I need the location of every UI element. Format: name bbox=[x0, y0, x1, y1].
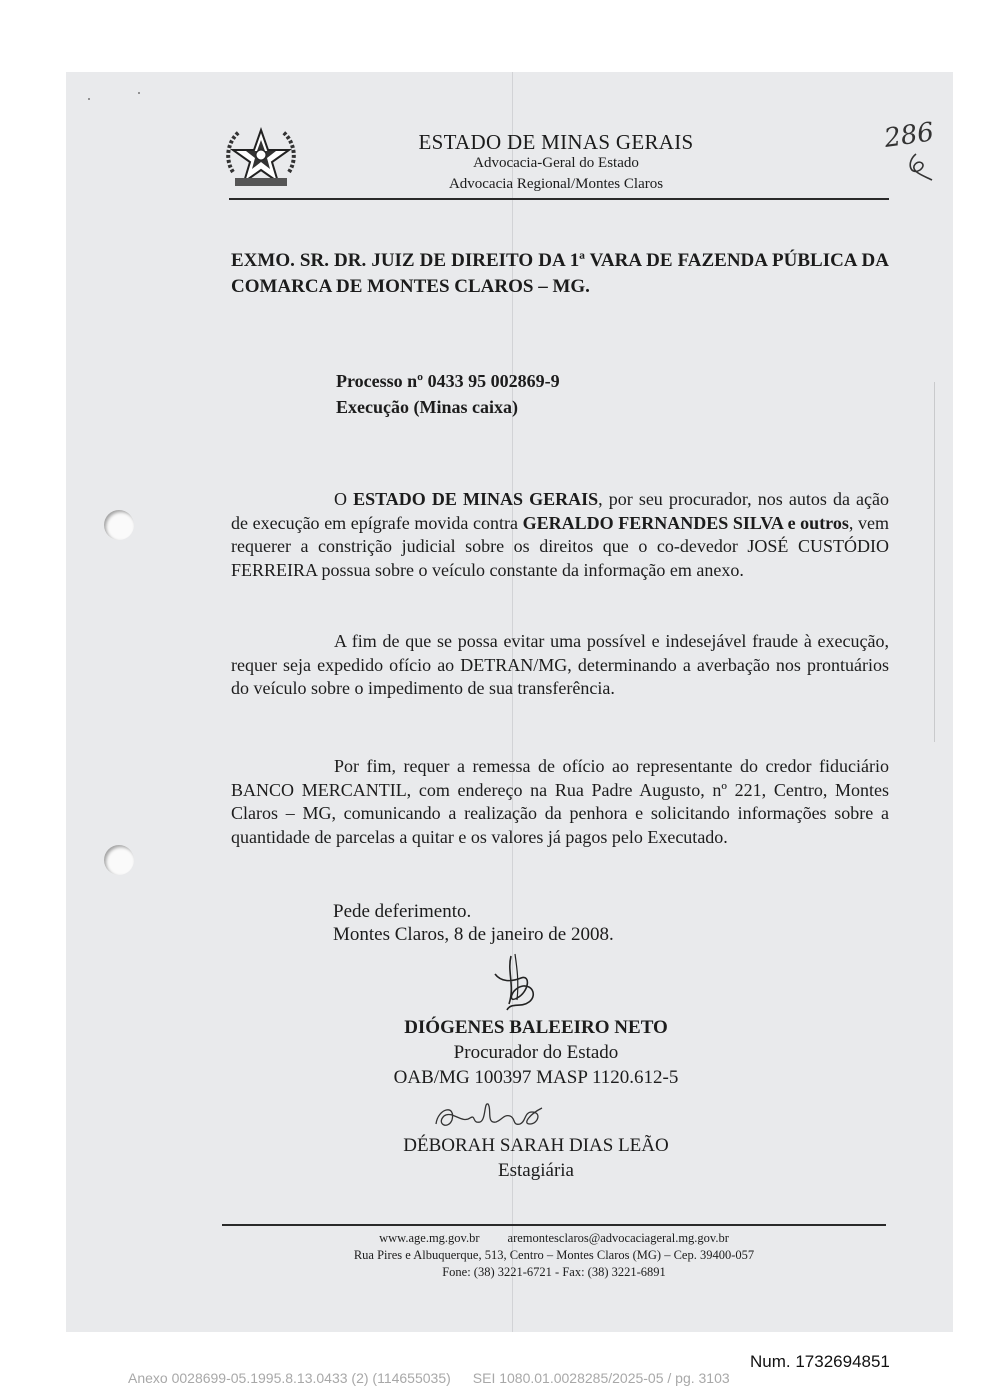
process-number: Processo nº 0433 95 002869-9 bbox=[336, 371, 560, 391]
footer-phones: Fone: (38) 3221-6721 - Fax: (38) 3221-6891 bbox=[442, 1265, 666, 1279]
scan-speck bbox=[138, 92, 140, 94]
faded-edge-stamp bbox=[934, 382, 949, 742]
signer-name: DIÓGENES BALEEIRO NETO bbox=[404, 1017, 668, 1038]
signature-procurador bbox=[471, 952, 561, 1022]
document-number: Num. 1732694851 bbox=[750, 1352, 890, 1371]
process-block bbox=[336, 368, 560, 420]
closing-request: Pede deferimento. bbox=[333, 901, 472, 922]
body-paragraph-1: O ESTADO DE MINAS GERAIS, por seu procurador, nos autos da ação de execução em epígrafe movida contra GERALDO FERNANDES SILVA e outros, vem requerer a constrição judicial sobre os direitos que o co-devedor JOSÉ CUSTÓDIO FERREIRA possua sobre o veículo constante da informação em anexo. bbox=[231, 489, 890, 580]
state-coat-of-arms-logo bbox=[221, 124, 301, 194]
closing-block bbox=[333, 900, 614, 946]
footer-rule bbox=[222, 1224, 886, 1226]
header-title: ESTADO DE MINAS GERAIS bbox=[418, 130, 694, 154]
signature-estagiaria bbox=[426, 1094, 576, 1134]
sei-reference: SEI 1080.01.0028285/2025-05 / pg. 3103 bbox=[472, 1370, 730, 1386]
punch-hole bbox=[104, 510, 134, 540]
process-type: Execução (Minas caixa) bbox=[336, 397, 518, 417]
handwritten-page-number bbox=[876, 114, 956, 194]
footer-website: www.age.mg.gov.br bbox=[379, 1231, 480, 1245]
punch-hole bbox=[104, 845, 134, 875]
footer-address: Rua Pires e Albuquerque, 513, Centro – Montes Claros (MG) – Cep. 39400-057 bbox=[353, 1248, 755, 1262]
footer-contacts bbox=[222, 1230, 886, 1247]
intern-role: Estagiária bbox=[498, 1160, 574, 1181]
party-defendant: GERALDO FERNANDES SILVA e outros bbox=[522, 512, 849, 533]
body-paragraph-3: Por fim, requer a remessa de ofício ao representante do credor fiduciário BANCO MERCANTIL, com endereço na Rua Padre Augusto, nº 221, Centro, Montes Claros – MG, comunicando a realização da penhora e solicitando informações sobre a quantidade de parcelas a quitar e os valores já pagos pelo Executado. bbox=[231, 756, 889, 847]
system-footer bbox=[128, 1370, 730, 1386]
header-subtitle-regional: Advocacia Regional/Montes Claros bbox=[448, 176, 664, 192]
court-address: EXMO. SR. DR. JUIZ DE DIREITO DA 1ª VARA DE FAZENDA PÚBLICA DA COMARCA DE MONTES CLAROS – MG. bbox=[231, 250, 889, 297]
scanned-page bbox=[66, 72, 953, 1332]
annex-reference: Anexo 0028699-05.1995.8.13.0433 (2) (114655035) bbox=[128, 1370, 451, 1386]
svg-text:286: 286 bbox=[882, 117, 936, 154]
body-paragraph-2: A fim de que se possa evitar uma possível e indesejável fraude à execução, requer seja expedido ofício ao DETRAN/MG, determinando a averbação nos prontuários do veículo sobre o impedimento de sua transferência. bbox=[231, 631, 889, 698]
signer-role: Procurador do Estado bbox=[453, 1042, 619, 1063]
closing-place-date: Montes Claros, 8 de janeiro de 2008. bbox=[333, 924, 614, 945]
footer-email: aremontesclaros@advocaciageral.mg.gov.br bbox=[507, 1231, 729, 1245]
header-subtitle: Advocacia-Geral do Estado bbox=[473, 155, 639, 171]
signer-registration: OAB/MG 100397 MASP 1120.612-5 bbox=[393, 1067, 679, 1088]
header-rule bbox=[229, 198, 889, 200]
intern-name: DÉBORAH SARAH DIAS LEÃO bbox=[403, 1135, 669, 1156]
scan-speck bbox=[88, 98, 90, 100]
party-state: ESTADO DE MINAS GERAIS bbox=[353, 489, 599, 509]
